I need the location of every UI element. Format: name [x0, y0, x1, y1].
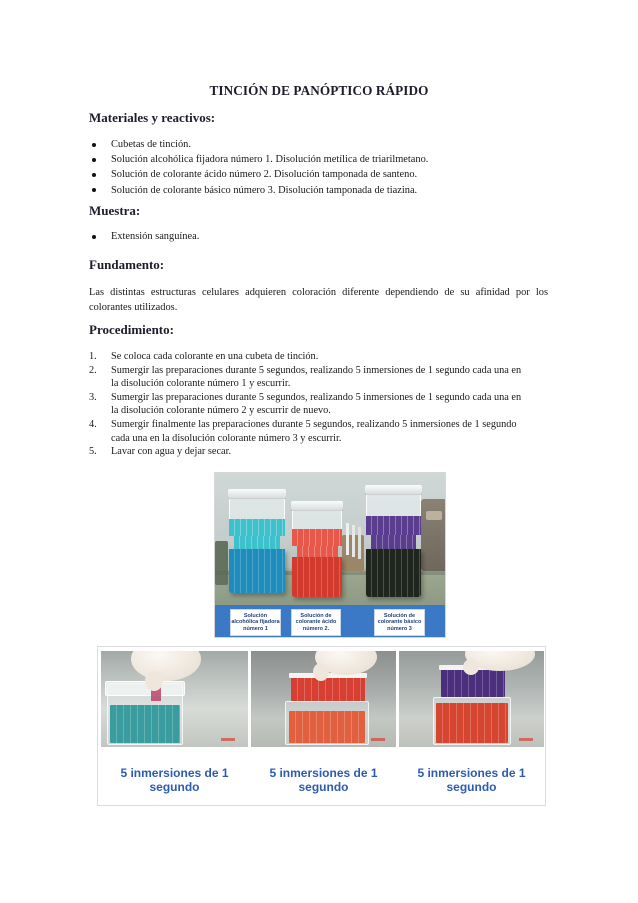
- gloved-finger: [145, 671, 163, 691]
- sample-list: [89, 229, 559, 244]
- list-item: [89, 137, 559, 152]
- gloved-hand: [131, 651, 201, 681]
- section-heading-basis: Fundamento:: [89, 257, 165, 272]
- test-tubes: [346, 523, 349, 555]
- jar-rim: [228, 489, 286, 498]
- staining-jars-photo: [214, 472, 446, 638]
- basis-paragraph: Las distintas estructuras celulares adquieren coloración diferente dependiendo de su afinidad por los colorantes utilizados.: [89, 287, 548, 313]
- list-item-text: Solución de colorante ácido número 2. Disolución tamponada de santeno.: [111, 169, 418, 181]
- immersion-photo-strip: [97, 646, 546, 806]
- jar-glass: [366, 494, 421, 516]
- stain-jar-top: [291, 675, 365, 701]
- immersion-photo-2: [251, 651, 396, 747]
- jar-liquid-upper: [229, 519, 285, 537]
- lab-equipment: [215, 541, 228, 585]
- stain-liquid: [436, 703, 508, 743]
- step-text: Lavar con agua y dejar secar.: [111, 446, 232, 458]
- jar-rim: [291, 501, 343, 510]
- page-title: TINCIÓN DE PANÓPTICO RÁPIDO: [209, 83, 429, 98]
- list-item: [89, 183, 559, 198]
- gloved-finger: [313, 663, 329, 681]
- staining-jar-1: [229, 489, 285, 593]
- step-text: Sumergir las preparaciones durante 5 segundos, realizando 5 inmersiones de 1 segundo cada una en la disolución colorante número 2 y escurrir de nuevo.: [111, 391, 522, 417]
- bullet-icon: [92, 188, 96, 192]
- jar-liquid-neck: [297, 546, 338, 558]
- step-text: Se coloca cada colorante en una cubeta de tinción.: [111, 351, 319, 362]
- section-heading-materials: Materiales y reactivos:: [89, 110, 216, 125]
- lab-equipment: [421, 499, 446, 571]
- list-item-text: Solución alcohólica fijadora número 1. Disolución metílica de triarilmetano.: [111, 154, 429, 166]
- bullet-icon: [92, 143, 96, 147]
- bullet-icon: [92, 235, 96, 239]
- step-number: 1.: [89, 351, 97, 362]
- jar-label-3: Solución de colorante básico número 3: [374, 609, 425, 636]
- step-number: 3.: [89, 391, 97, 403]
- step-text: Sumergir las preparaciones durante 5 segundos, realizando 5 inmersiones de 1 segundo cada una en la disolución colorante número 1 y escurrir.: [111, 364, 522, 390]
- jar-rim: [365, 485, 422, 494]
- procedure-step: [89, 391, 559, 418]
- procedure-step: [89, 364, 559, 391]
- jar-liquid-upper: [366, 516, 421, 535]
- jar-label-1: Solución alcohólica fijadora número 1: [230, 609, 281, 636]
- jar-liquid-neck: [371, 535, 416, 548]
- lab-equipment: [426, 511, 442, 520]
- jar-liquid-lower: [366, 549, 421, 597]
- stain-liquid: [289, 711, 365, 743]
- list-item: [89, 229, 559, 244]
- materials-list: [89, 137, 559, 198]
- photo-watermark: [371, 738, 385, 741]
- immersion-photo-1: [101, 651, 248, 747]
- list-item: [89, 152, 559, 167]
- procedure-step: [89, 445, 559, 459]
- jar-liquid-lower: [292, 557, 342, 597]
- section-heading-procedure: Procedimiento:: [89, 322, 174, 337]
- list-item-text: Extensión sanguínea.: [111, 231, 200, 242]
- jar-liquid-lower: [229, 549, 285, 593]
- bullet-icon: [92, 173, 96, 177]
- procedure-step: [89, 418, 559, 445]
- stain-liquid: [110, 705, 180, 743]
- step-text: Sumergir finalmente las preparaciones durante 5 segundos, realizando 5 inmersiones de 1 segundo cada una en la disolución colorante número 3 y escurrir.: [111, 418, 517, 444]
- jar-label-2: Solución de colorante ácido número 2.: [291, 609, 341, 636]
- jar-liquid-neck: [234, 536, 280, 548]
- staining-jar-2: [292, 501, 342, 597]
- list-item-text: Solución de colorante básico número 3. Disolución tamponada de tiazina.: [111, 184, 418, 196]
- staining-jar-3: [366, 485, 421, 597]
- immersion-caption-2: 5 inmersiones de 1 segundo: [269, 766, 378, 794]
- step-number: 4.: [89, 418, 97, 430]
- section-heading-sample: Muestra:: [89, 203, 141, 218]
- jar-glass: [292, 510, 342, 529]
- procedure-steps: [89, 350, 559, 459]
- step-number: 2.: [89, 364, 97, 376]
- immersion-caption-3: 5 inmersiones de 1 segundo: [417, 766, 526, 794]
- gloved-finger: [463, 659, 479, 675]
- immersion-photo-3: [399, 651, 544, 747]
- photo-watermark: [519, 738, 533, 741]
- procedure-step: [89, 350, 559, 364]
- step-number: 5.: [89, 446, 97, 458]
- jar-glass: [229, 498, 285, 519]
- list-item-text: Cubetas de tinción.: [111, 139, 191, 150]
- immersion-caption-1: 5 inmersiones de 1 segundo: [120, 766, 229, 794]
- photo-watermark: [221, 738, 235, 741]
- bullet-icon: [92, 158, 96, 162]
- jar-liquid-upper: [292, 529, 342, 545]
- list-item: [89, 167, 559, 182]
